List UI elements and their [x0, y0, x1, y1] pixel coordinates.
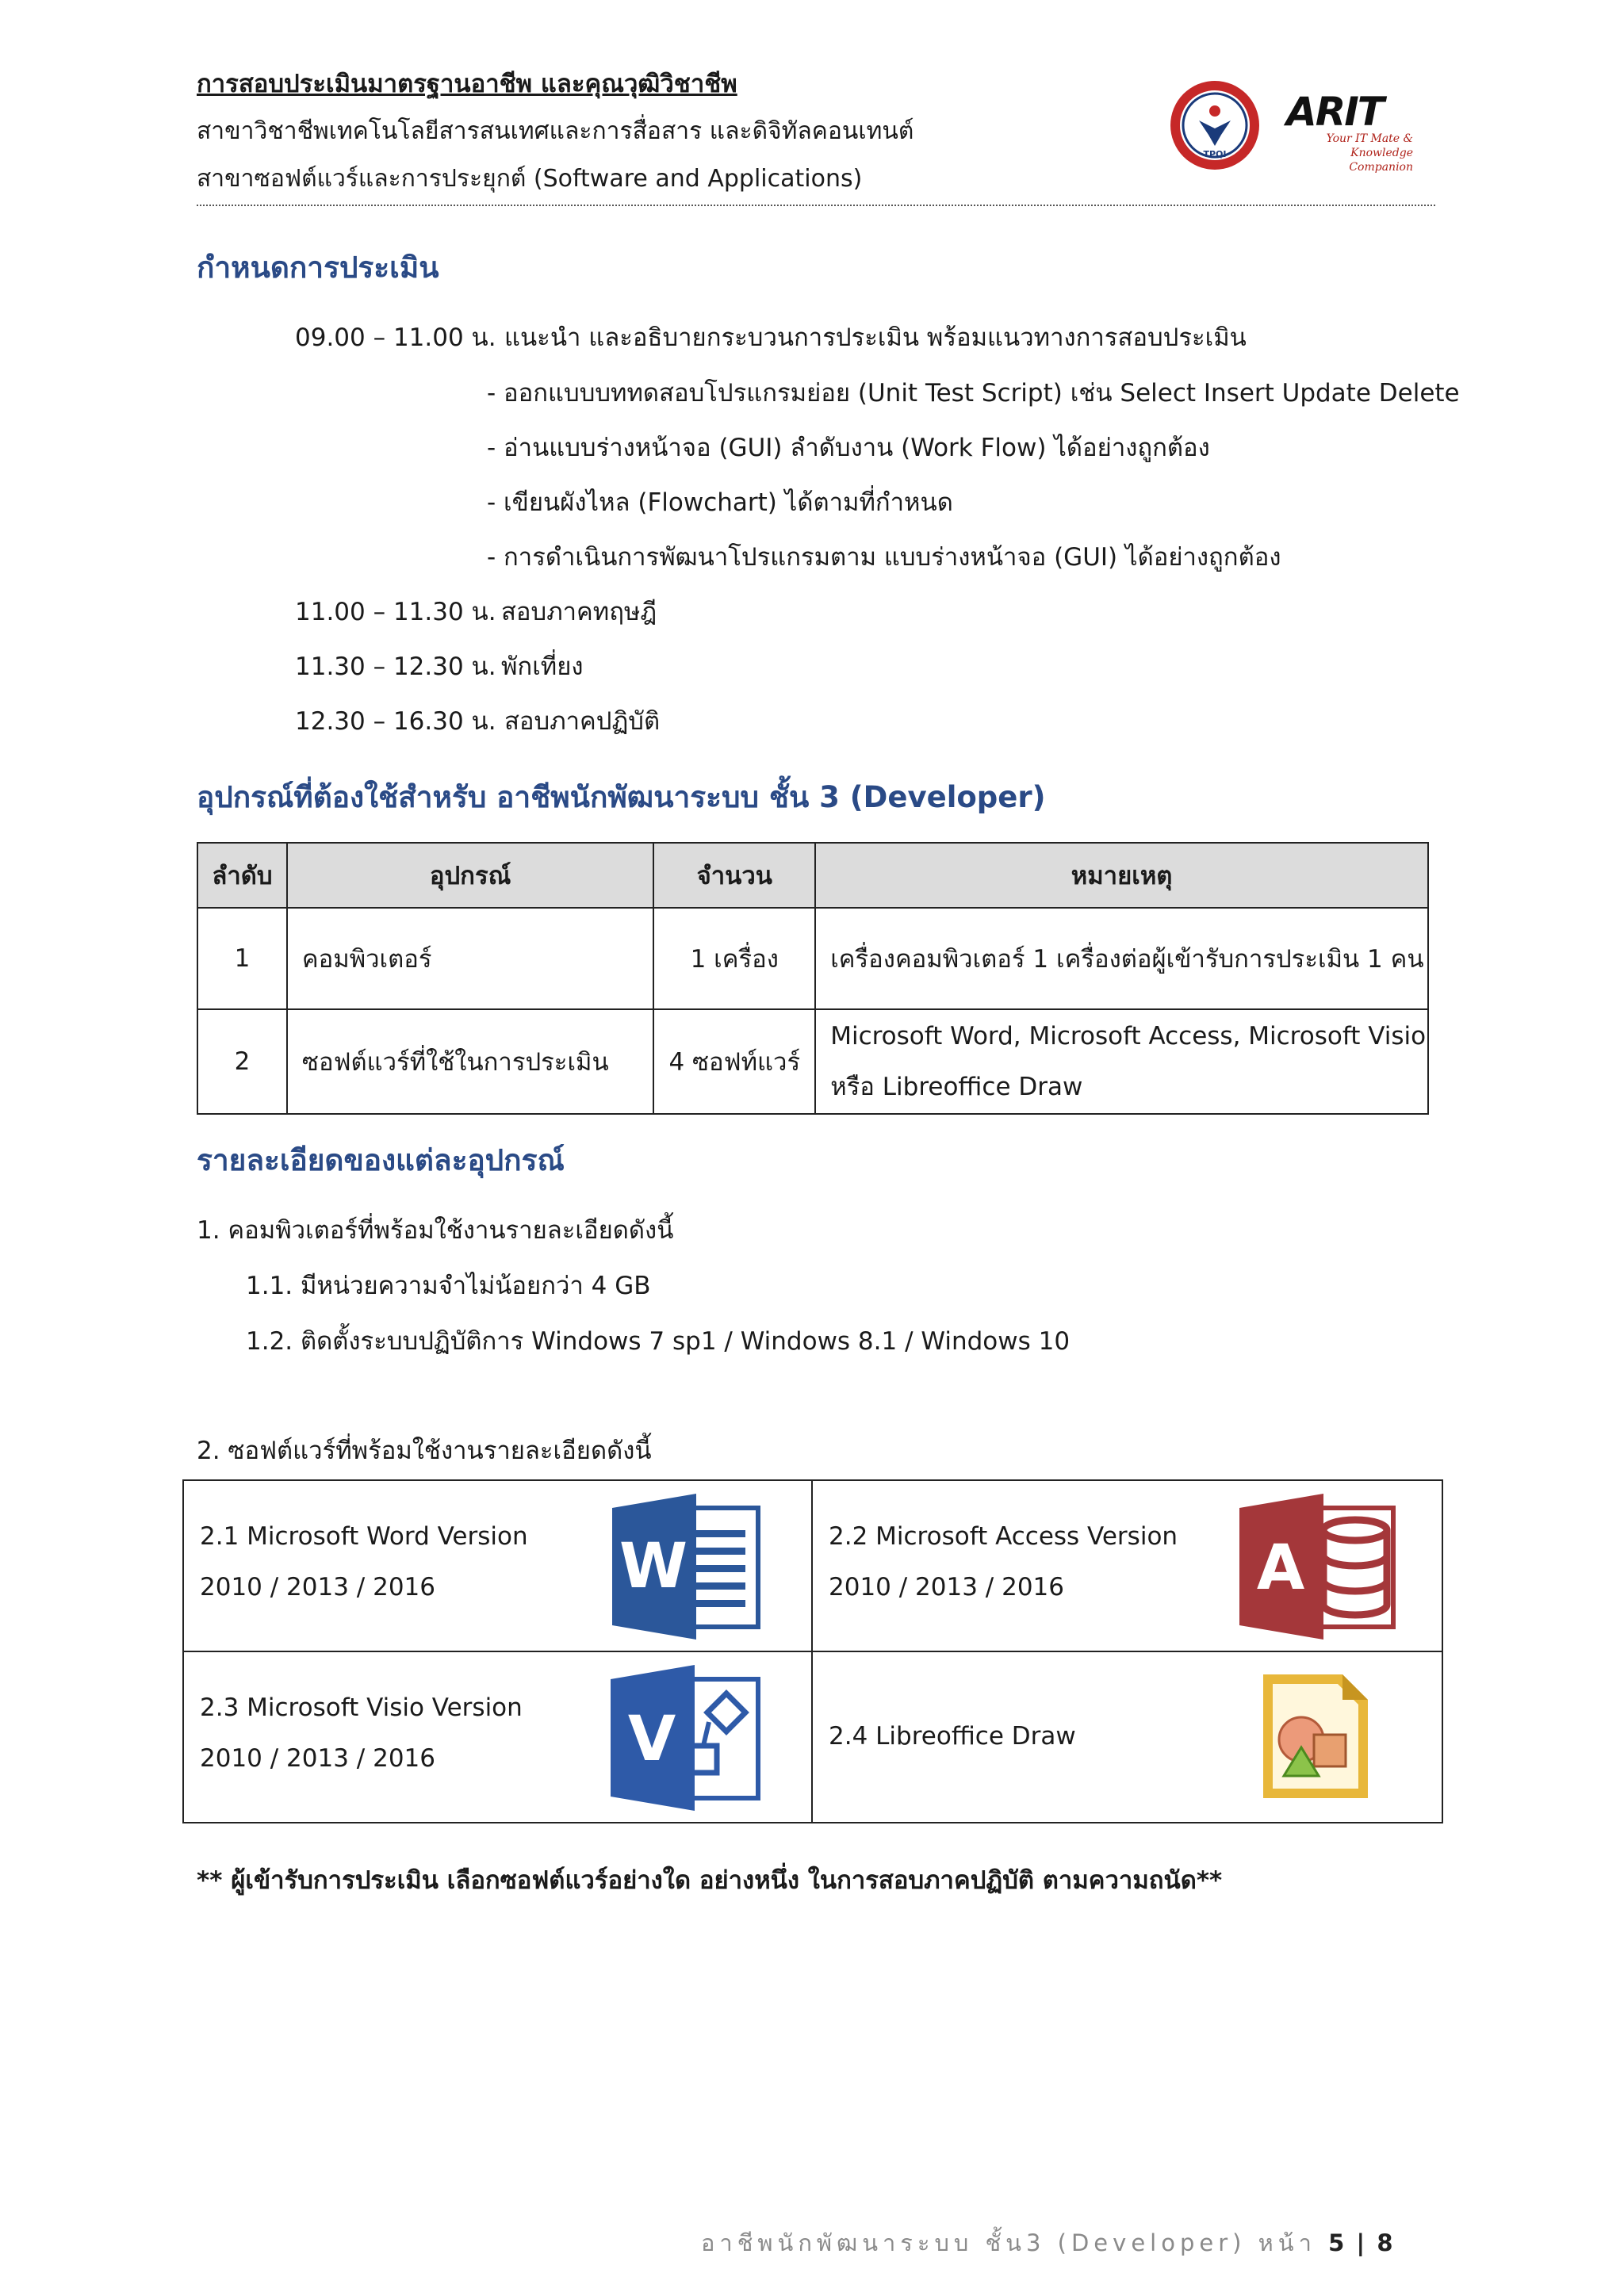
selection-note: ** ผู้เข้ารับการประเมิน เลือกซอฟต์แวร์อย่างใด อย่างหนึ่ง ในการสอบภาคปฏิบัติ ตามความถนัด**: [197, 1866, 1223, 1895]
software-visio-name: 2.3 Microsoft Visio Version: [200, 1693, 523, 1722]
equipment-header-row: [197, 843, 1428, 908]
software-word-version: 2010 / 2013 / 2016: [200, 1573, 435, 1601]
software-libreoffice-name: 2.4 Libreoffice Draw: [829, 1722, 1076, 1751]
header-subtitle-branch: สาขาซอฟต์แวร์และการประยุกต์ (Software and Applications): [197, 165, 863, 193]
schedule-time-1: 09.00 – 11.00 น.: [295, 323, 496, 352]
detail-item-1-2: 1.2. ติดตั้งระบบปฏิบัติการ Windows 7 sp1 / Windows 8.1 / Windows 10: [246, 1327, 1071, 1356]
software-cell-visio: [183, 1651, 812, 1823]
col-header-qty: จำนวน: [653, 843, 815, 908]
schedule-text-2: สอบภาคทฤษฎี: [501, 598, 657, 626]
tpqi-logo: [1169, 79, 1261, 171]
software-cell-libreoffice: [812, 1651, 1442, 1823]
svg-text:A: A: [1256, 1533, 1305, 1604]
col-header-note: หมายเหตุ: [815, 843, 1428, 908]
ms-visio-icon: [607, 1663, 763, 1811]
col-header-item: อุปกรณ์: [287, 843, 653, 908]
detail-item-1-1: 1.1. มีหน่วยความจำไม่น้อยกว่า 4 GB: [246, 1272, 651, 1300]
footer-total-pages: 8: [1377, 2229, 1393, 2256]
software-cell-word: [183, 1480, 812, 1651]
header-subtitle-field: สาขาวิชาชีพเทคโนโลยีสารสนเทศและการสื่อสาร และดิจิทัลคอนเทนต์: [197, 117, 914, 145]
cell-no: 1: [197, 908, 287, 1009]
schedule-time-4: 12.30 – 16.30 น.: [295, 707, 496, 736]
schedule-text-3: พักเที่ยง: [501, 652, 584, 681]
col-header-no: ลำดับ: [197, 843, 287, 908]
svg-text:V: V: [627, 1704, 676, 1775]
software-word-name: 2.1 Microsoft Word Version: [200, 1522, 528, 1551]
cell-note: เครื่องคอมพิวเตอร์ 1 เครื่องต่อผู้เข้ารับการประเมิน 1 คน: [815, 908, 1428, 1009]
libreoffice-draw-icon: [1260, 1671, 1371, 1801]
header-divider: [197, 205, 1435, 206]
svg-text:W: W: [619, 1531, 688, 1602]
table-row: [197, 908, 1428, 1009]
schedule-subtask-4: - การดำเนินการพัฒนาโปรแกรมตาม แบบร่างหน้าจอ (GUI) ได้อย่างถูกต้อง: [487, 543, 1281, 572]
svg-text:TPQI: TPQI: [1203, 149, 1227, 159]
equipment-table: [197, 842, 1429, 1115]
arit-tagline-2: Knowledge Companion: [1349, 147, 1413, 174]
page-footer: [701, 2225, 1393, 2261]
cell-item: คอมพิวเตอร์: [287, 908, 653, 1009]
detail-item-1: 1. คอมพิวเตอร์ที่พร้อมใช้งานรายละเอียดดังนี้: [197, 1216, 674, 1245]
cell-qty: 1 เครื่อง: [653, 908, 815, 1009]
ms-access-icon: [1236, 1492, 1398, 1640]
header-title: การสอบประเมินมาตรฐานอาชีพ และคุณวุฒิวิชาชีพ: [197, 70, 737, 98]
cell-no: 2: [197, 1009, 287, 1114]
schedule-text-1: แนะนำ และอธิบายกระบวนการประเมิน พร้อมแนวทางการสอบประเมิน: [504, 323, 1247, 352]
details-title: รายละเอียดของแต่ละอุปกรณ์: [197, 1143, 565, 1177]
footer-title: อาชีพนักพัฒนาระบบ ชั้น3 (Developer) หน้า: [701, 2229, 1316, 2256]
schedule-subtask-1: - ออกแบบบททดสอบโปรแกรมย่อย (Unit Test Script) เช่น Select Insert Update Delete: [487, 379, 1460, 408]
cell-item: ซอฟต์แวร์ที่ใช้ในการประเมิน: [287, 1009, 653, 1114]
software-visio-version: 2010 / 2013 / 2016: [200, 1744, 435, 1773]
table-row: [197, 1009, 1428, 1114]
schedule-title: กำหนดการประเมิน: [197, 251, 439, 285]
arit-tagline-1: Your IT Mate &: [1326, 132, 1413, 145]
schedule-text-4: สอบภาคปฏิบัติ: [504, 707, 661, 736]
cell-note-line-2: หรือ Libreoffice Draw: [830, 1073, 1083, 1101]
schedule-subtask-2: - อ่านแบบร่างหน้าจอ (GUI) ลำดับงาน (Work Flow) ได้อย่างถูกต้อง: [487, 434, 1210, 462]
software-access-name: 2.2 Microsoft Access Version: [829, 1522, 1178, 1551]
arit-logo: [1286, 89, 1413, 174]
ms-word-icon: [609, 1492, 763, 1640]
schedule-time-2: 11.00 – 11.30 น.: [295, 598, 496, 626]
software-cell-access: [812, 1480, 1442, 1651]
cell-qty: 4 ซอฟท์แวร์: [653, 1009, 815, 1114]
detail-item-2: 2. ซอฟต์แวร์ที่พร้อมใช้งานรายละเอียดดังนี้: [197, 1437, 652, 1465]
software-access-version: 2010 / 2013 / 2016: [829, 1573, 1064, 1601]
footer-page-number: 5: [1328, 2229, 1345, 2256]
cell-note: [815, 1009, 1428, 1114]
schedule-subtask-3: - เขียนผังไหล (Flowchart) ได้ตามที่กำหนด: [487, 488, 953, 517]
footer-separator: |: [1356, 2229, 1365, 2256]
arit-logo-wordmark: ARIT: [1286, 89, 1383, 135]
cell-note-line-1: Microsoft Word, Microsoft Access, Microsoft Visio: [830, 1022, 1427, 1050]
software-table: [182, 1479, 1443, 1823]
equipment-title: อุปกรณ์ที่ต้องใช้สำหรับ อาชีพนักพัฒนาระบบ ชั้น 3 (Developer): [197, 780, 1046, 814]
schedule-time-3: 11.30 – 12.30 น.: [295, 652, 496, 681]
